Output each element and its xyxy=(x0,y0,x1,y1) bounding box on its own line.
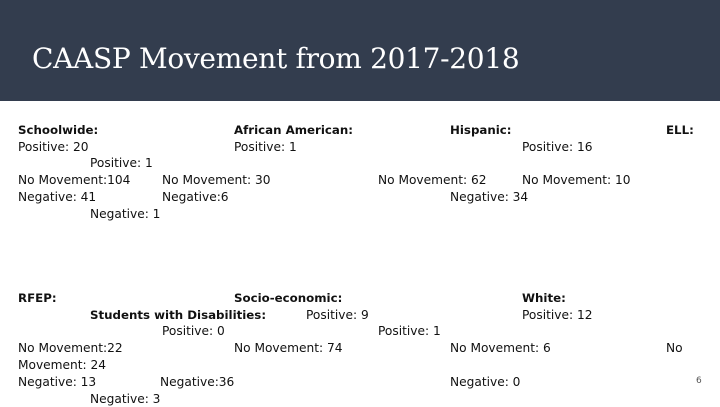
ell-negative: Negative: 1 xyxy=(90,207,161,221)
african-american-positive: Positive: 1 xyxy=(234,140,297,154)
schoolwide-positive: Positive: 20 xyxy=(18,140,89,154)
title-banner xyxy=(0,0,720,101)
white-heading: White: xyxy=(522,291,566,305)
rfep-negative: Negative: 13 xyxy=(18,375,97,389)
hispanic-positive: Positive: 16 xyxy=(522,140,593,154)
ell-positive: Positive: 1 xyxy=(90,156,153,170)
ell-no-movement: No Movement: 10 xyxy=(522,173,631,187)
socio-economic-negative: Negative:36 xyxy=(160,375,235,389)
schoolwide-heading: Schoolwide: xyxy=(18,123,99,137)
rfep-heading: RFEP: xyxy=(18,291,57,305)
african-american-negative: Negative:6 xyxy=(162,190,229,204)
african-american-heading: African American: xyxy=(234,123,353,137)
ell-heading: ELL: xyxy=(666,123,694,137)
hispanic-heading: Hispanic: xyxy=(450,123,512,137)
schoolwide-negative: Negative: 41 xyxy=(18,190,97,204)
swd-no-movement-end: Movement: 24 xyxy=(18,358,107,372)
slide-title: CAASP Movement from 2017-2018 xyxy=(32,42,520,75)
socio-economic-positive: Positive: 12 xyxy=(522,308,593,322)
swd-no-movement-start: No xyxy=(666,341,683,355)
white-positive: Positive: 0 xyxy=(162,324,225,338)
white-negative: Negative: 0 xyxy=(450,375,521,389)
swd-negative: Negative: 3 xyxy=(90,392,161,406)
white-no-movement: No Movement: 6 xyxy=(450,341,551,355)
african-american-no-movement: No Movement: 30 xyxy=(162,173,271,187)
rfep-positive: Positive: 9 xyxy=(306,308,369,322)
socio-economic-no-movement: No Movement: 74 xyxy=(234,341,343,355)
swd-positive: Positive: 1 xyxy=(378,324,441,338)
hispanic-negative: Negative: 34 xyxy=(450,190,529,204)
students-with-disabilities-heading: Students with Disabilities: xyxy=(90,308,267,322)
schoolwide-no-movement: No Movement:104 xyxy=(18,173,131,187)
page-number: 6 xyxy=(696,376,702,386)
rfep-no-movement: No Movement:22 xyxy=(18,341,123,355)
hispanic-no-movement: No Movement: 62 xyxy=(378,173,487,187)
socio-economic-heading: Socio-economic: xyxy=(234,291,343,305)
